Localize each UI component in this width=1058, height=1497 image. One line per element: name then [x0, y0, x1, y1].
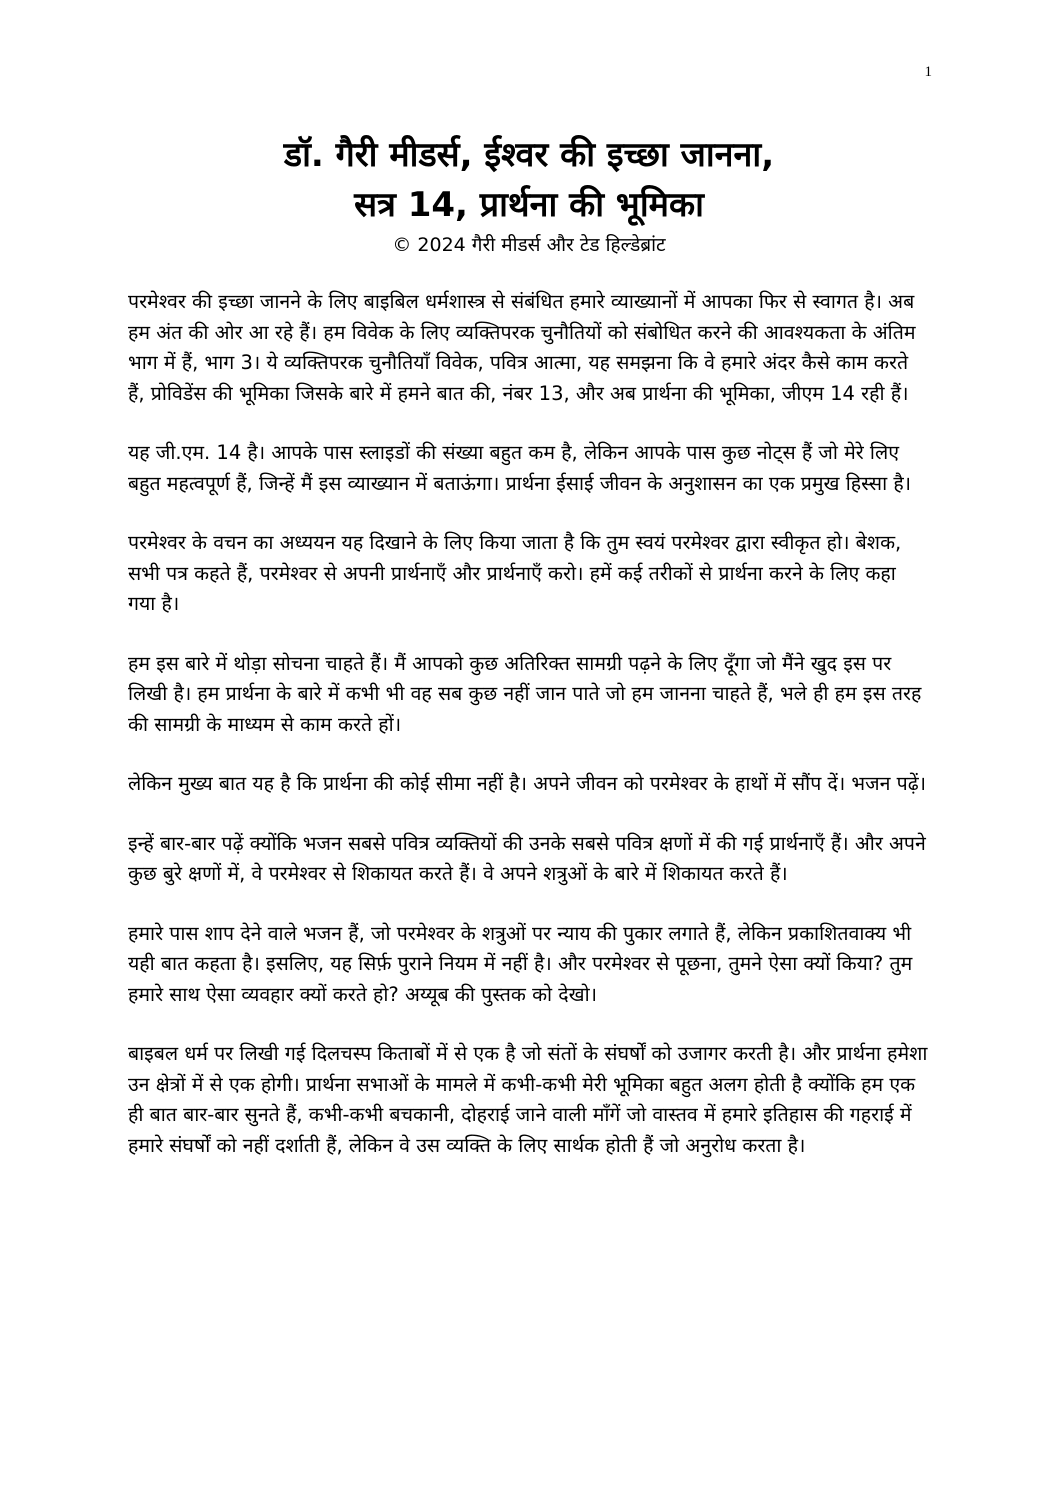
document-body: [128, 287, 928, 1190]
paragraph-7: हमारे पास शाप देने वाले भजन हैं, जो परमेश्वर के शत्रुओं पर न्याय की पुकार लगाते हैं, लेकिन प्रकाशितवाक्य भी यही बात कहता है। इसलिए, यह सिर्फ़ पुराने नियम में नहीं है। और परमेश्वर से पूछना, तुमने ऐसा क्यों किया? तुम हमारे साथ ऐसा व्यवहार क्यों करते हो? अय्यूब की पुस्तक को देखो।: [128, 921, 913, 1006]
copyright-notice: © 2024 गैरी मीडर्स और टेड हिल्डेब्रांट: [392, 234, 666, 256]
paragraph-8: बाइबल धर्म पर लिखी गई दिलचस्प किताबों में से एक है जो संतों के संघर्षों को उजागर करती है। और प्रार्थना हमेशा उन क्षेत्रों में से एक होगी। प्रार्थना सभाओं के मामले में कभी-कभी मेरी भूमिका बहुत अलग होती है क्योंकि हम एक ही बात बार-बार सुनते हैं, कभी-कभी बचकानी, दोहराई जाने वाली माँगें जो वास्तव में हमारे इतिहास की गहराई में हमारे संघर्षों को नहीं दर्शाती हैं, लेकिन वे उस व्यक्ति के लिए सार्थक होती हैं जो अनुरोध करता है।: [128, 1042, 928, 1157]
page-number: 1: [924, 64, 932, 80]
paragraph-5: लेकिन मुख्य बात यह है कि प्रार्थना की कोई सीमा नहीं है। अपने जीवन को परमेश्वर के हाथों में सौंप दें। भजन पढ़ें।: [128, 772, 927, 795]
document-title-line-2: सत्र 14, प्रार्थना की भूमिका: [354, 185, 704, 225]
paragraph-2: यह जी.एम. 14 है। आपके पास स्लाइडों की संख्या बहुत कम है, लेकिन आपके पास कुछ नोट्स हैं जो मेरे लिए बहुत महत्वपूर्ण हैं, जिन्हें मैं इस व्याख्यान में बताऊंगा। प्रार्थना ईसाई जीवन के अनुशासन का एक प्रमुख हिस्सा है।: [128, 441, 912, 495]
paragraph-6: इन्हें बार-बार पढ़ें क्योंकि भजन सबसे पवित्र व्यक्तियों की उनके सबसे पवित्र क्षणों में की गई प्रार्थनाएँ हैं। और अपने कुछ बुरे क्षणों में, वे परमेश्वर से शिकायत करते हैं। वे अपने शत्रुओं के बारे में शिकायत करते हैं।: [128, 831, 926, 885]
paragraph-3: परमेश्वर के वचन का अध्ययन यह दिखाने के लिए किया जाता है कि तुम स्वयं परमेश्वर द्वारा स्वीकृत हो। बेशक, सभी पत्र कहते हैं, परमेश्वर से अपनी प्रार्थनाएँ और प्रार्थनाएँ करो। हमें कई तरीकों से प्रार्थना करने के लिए कहा गया है।: [128, 531, 902, 615]
paragraph-4: हम इस बारे में थोड़ा सोचना चाहते हैं। मैं आपको कुछ अतिरिक्त सामग्री पढ़ने के लिए दूँगा जो मैंने खुद इस पर लिखी है। हम प्रार्थना के बारे में कभी भी वह सब कुछ नहीं जान पाते जो हम जानना चाहते हैं, भले ही हम इस तरह की सामग्री के माध्यम से काम करते हों।: [128, 651, 922, 736]
title-block: [120, 130, 938, 260]
paragraph-1: परमेश्वर की इच्छा जानने के लिए बाइबिल धर्मशास्त्र से संबंधित हमारे व्याख्यानों में आपका फिर से स्वागत है। अब हम अंत की ओर आ रहे हैं। हम विवेक के लिए व्यक्तिपरक चुनौतियों को संबोधित करने की आवश्यकता के अंतिम भाग में हैं, भाग 3। ये व्यक्तिपरक चुनौतियाँ विवेक, पवित्र आत्मा, यह समझना कि वे हमारे अंदर कैसे काम करते हैं, प्रोविडेंस की भूमिका जिसके बारे में हमने बात की, नंबर 13, और अब प्रार्थना की भूमिका, जीएम 14 रही हैं।: [128, 290, 916, 405]
document-title-line-1: डॉ. गैरी मीडर्स, ईश्वर की इच्छा जानना,: [283, 135, 775, 175]
